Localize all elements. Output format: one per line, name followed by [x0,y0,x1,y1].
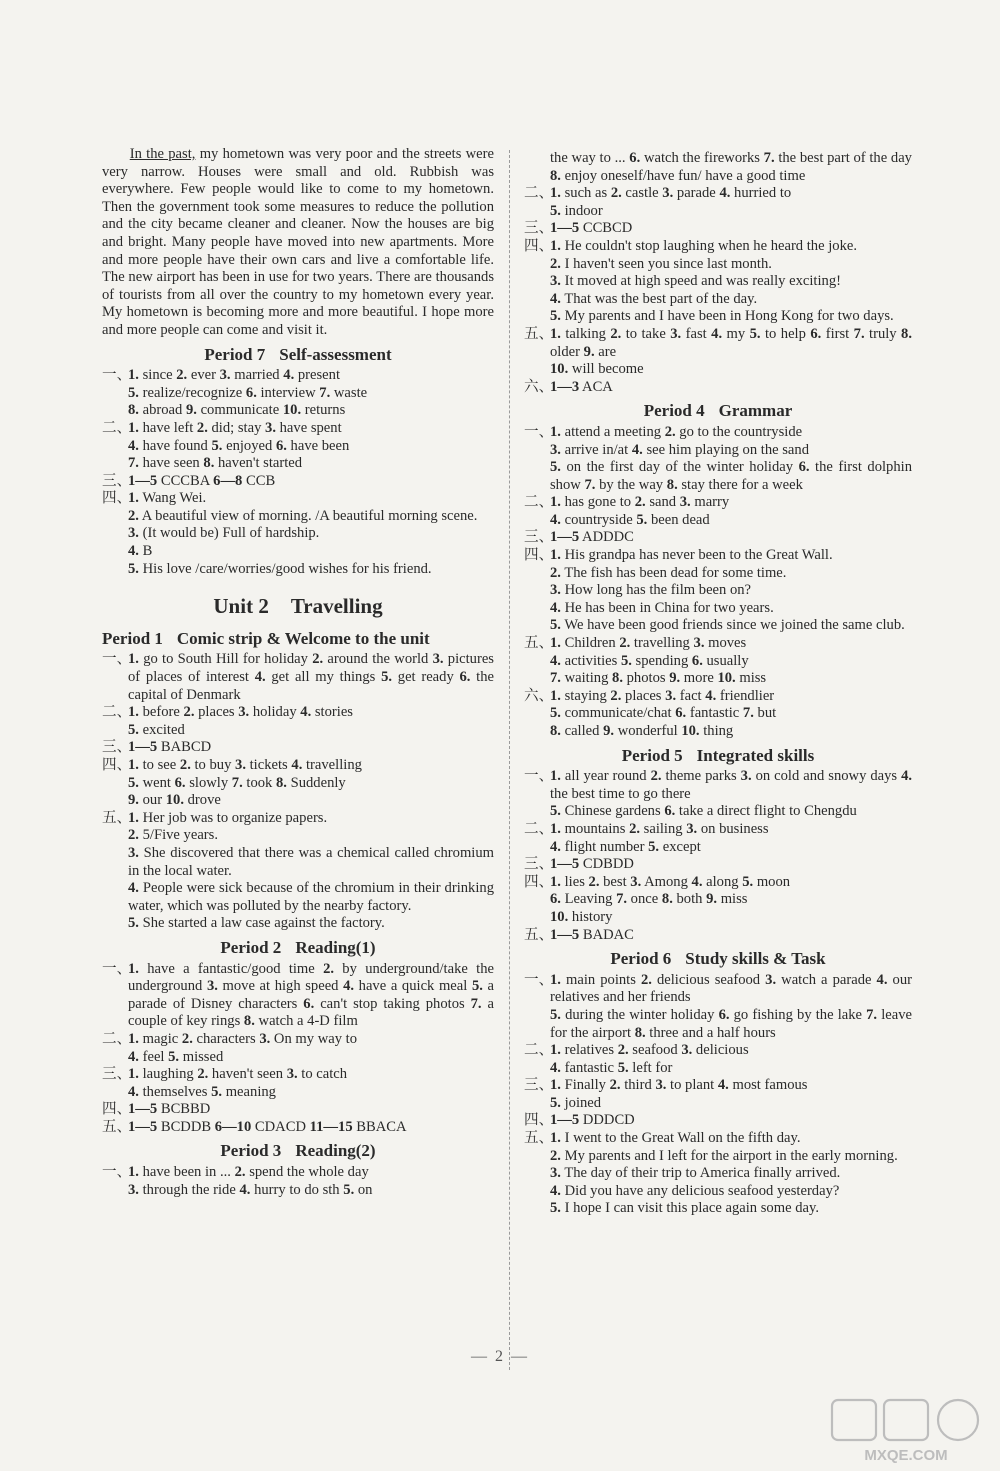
answer-line [524,238,912,256]
period-4-heading: Period 4 Grammar [643,401,793,421]
watermark-text: MXQE.COM [864,1447,948,1464]
answer-line [524,1200,912,1218]
section-marker: 一、 [524,423,554,440]
answer-text: 1. all year round 2. theme parks 3. on cold and snowy days 4. the best time to go there [550,768,913,802]
period-6-answers [524,972,912,1218]
answer-line [524,547,912,565]
answer-text: 5. communicate/chat 6. fantastic 7. but [550,705,777,722]
answer-line [524,326,912,361]
answer-text: 1. relatives 2. seafood 3. delicious [550,1042,749,1059]
answer-line [524,617,912,635]
section-marker: 五、 [524,926,554,943]
answer-line [524,670,912,688]
answer-line [524,256,912,274]
answer-line [524,379,912,397]
answer-text: 3. It moved at high speed and was really exciting! [550,273,841,290]
answer-line [102,402,494,420]
answer-text: 1. magic 2. characters 3. On my way to [128,1030,358,1047]
answer-line [524,459,912,494]
answer-line [102,722,494,740]
answer-line [102,757,494,775]
answer-line [524,688,912,706]
answer-text: 3. The day of their trip to America finally arrived. [550,1165,841,1182]
answer-text: 1—5 CDBDD [550,856,634,873]
answer-line [102,508,494,526]
answer-text: 3. (It would be) Full of hardship. [128,525,320,542]
answer-text: 1—5 BCBBD [128,1101,211,1118]
answer-text: 1. before 2. places 3. holiday 4. stories [128,704,353,721]
answer-text: 1—5 BADAC [550,926,634,943]
answer-line [524,1165,912,1183]
answer-line [524,220,912,238]
answer-line [524,723,912,741]
answer-text: 5. indoor [550,202,603,219]
answer-line [102,525,494,543]
answer-text: 2. 5/Five years. [128,827,218,844]
answer-line [102,651,494,704]
answer-text: 1—5 DDDCD [550,1112,635,1129]
answer-line [524,891,912,909]
essay-paragraph [102,146,494,340]
answer-line [524,1148,912,1166]
answer-line [102,473,494,491]
answer-line [524,821,912,839]
section-marker: 二、 [524,494,554,511]
answer-line [524,512,912,530]
answer-line [524,494,912,512]
section-marker: 二、 [102,1030,132,1047]
section-marker: 二、 [102,419,132,436]
period-5-heading: Period 5 Integrated skills [621,745,815,765]
answer-text: 5. excited [128,721,185,738]
answer-line [524,1007,912,1042]
column-divider [509,150,510,1370]
answer-text: 1. attend a meeting 2. go to the countryside [550,423,803,440]
answer-line [102,367,494,385]
answer-line [524,203,912,221]
answer-text: 9. our 10. drove [128,792,221,809]
section-marker: 一、 [102,1164,132,1181]
answer-line [102,739,494,757]
answer-text: the way to ... 6. watch the fireworks 7. the best part of the day 8. enjoy oneself/have fun/ have a good time [550,150,912,184]
answer-text: 4. That was the best part of the day. [550,290,758,307]
answer-text: 4. People were sick because of the chromium in their drinking water, which was polluted by the nearby factory. [128,880,494,914]
section-marker: 五、 [524,1130,554,1147]
answer-line [524,909,912,927]
answer-text: 5. My parents and I have been in Hong Kong for two days. [550,308,894,325]
answer-line [524,653,912,671]
section-marker: 四、 [102,757,132,773]
answer-line [102,1031,494,1049]
answer-text: 1. He couldn't stop laughing when he heard the joke. [550,237,858,254]
answer-text: 1—5 CCCBA 6—8 CCB [128,472,276,489]
period-1-heading: Period 1 Comic strip & Welcome to the unit [102,628,430,648]
period-7-answers [102,367,494,578]
answer-text: 1. Children 2. travelling 3. moves [550,635,747,652]
answer-text: 7. have seen 8. haven't started [128,455,303,472]
answer-line [524,972,912,1007]
section-marker: 三、 [102,1066,132,1083]
section-marker: 三、 [102,472,132,489]
answer-line [102,438,494,456]
watermark-logo [826,1396,986,1466]
answer-line [102,420,494,438]
answer-line [524,768,912,803]
period-6-heading: Period 6 Study skills & Task [610,949,826,969]
section-marker: 三、 [524,856,554,873]
answer-text: 1. His grandpa has never been to the Great Wall. [550,547,833,564]
answer-text: 2. The fish has been dead for some time. [550,564,787,581]
answer-line [524,705,912,723]
answer-line [524,1130,912,1148]
answer-text: 1. talking 2. to take 3. fast 4. my 5. to help 6. first 7. truly 8. older 9. are [550,325,912,360]
page-number: — 2 — [471,1348,529,1365]
answer-line [524,635,912,653]
answer-text: 10. will become [550,361,644,378]
answer-text: 4. have found 5. enjoyed 6. have been [128,437,350,454]
answer-line [102,792,494,810]
section-marker: 三、 [102,739,132,756]
answer-line [102,845,494,880]
answer-line [102,1182,494,1200]
answer-text: 7. waiting 8. photos 9. more 10. miss [550,670,767,687]
answer-line [524,529,912,547]
section-marker: 五、 [102,1118,132,1135]
section-marker: 四、 [102,490,132,507]
answer-text: 4. countryside 5. been dead [550,511,710,528]
answer-line [102,490,494,508]
answer-line [524,1095,912,1113]
answer-text: 5. His love /care/worries/good wishes for his friend. [128,560,432,577]
answer-text: 4. activities 5. spending 6. usually [550,652,749,669]
answer-line [524,291,912,309]
answer-text: 2. I haven't seen you since last month. [550,255,772,272]
answer-line [524,308,912,326]
answer-text: 1. Wang Wei. [128,490,207,507]
answer-text: 4. fantastic 5. left for [550,1059,673,1076]
section-marker: 四、 [524,873,554,890]
section-marker: 一、 [102,367,132,384]
answer-text: 3. How long has the film been on? [550,582,752,599]
answer-text: 4. feel 5. missed [128,1048,224,1065]
answer-text: 1. laughing 2. haven't seen 3. to catch [128,1066,348,1083]
answer-text: 1. go to South Hill for holiday 2. around the world 3. pictures of places of interest 4. get all my things 5. get ready 6. the capital of Denmark [128,651,495,703]
section-marker: 六、 [524,687,554,704]
section-marker: 三、 [524,529,554,546]
section-marker: 一、 [102,960,132,977]
period-3-heading: Period 3 Reading(2) [220,1141,376,1161]
answer-text: 1. have left 2. did; stay 3. have spent [128,419,342,436]
answer-line [524,874,912,892]
section-marker: 二、 [524,820,554,837]
answer-line [102,880,494,915]
answer-text: 1—5 ADDDC [550,529,634,546]
answer-line [102,827,494,845]
answer-line [524,185,912,203]
period-7-heading: Period 7 Self-assessment [204,344,392,364]
answer-line [524,856,912,874]
section-marker: 六、 [524,378,554,395]
answer-line [102,1066,494,1084]
answer-line [524,839,912,857]
answer-text: 5. on the first day of the winter holiday 6. the first dolphin show 7. by the way 8. stay there for a week [550,459,912,493]
answer-text: 1. Her job was to organize papers. [128,809,328,826]
answer-line [102,385,494,403]
section-marker: 二、 [524,185,554,202]
answer-line [524,1077,912,1095]
answer-line [524,927,912,945]
section-marker: 五、 [102,809,132,826]
answer-text: 5. during the winter holiday 6. go fishing by the lake 7. leave for the airport 8. three and a half hours [550,1006,912,1041]
answer-text: 5. realize/recognize 6. interview 7. waste [128,384,368,401]
answer-text: 1—5 BABCD [128,739,212,756]
answer-text: 4. He has been in China for two years. [550,599,774,616]
answer-line [524,600,912,618]
answer-line [524,803,912,821]
answer-text: 8. abroad 9. communicate 10. returns [128,402,346,419]
answer-text: 1—3 ACA [550,378,613,395]
answer-text: 4. flight number 5. except [550,838,701,855]
answer-line [102,455,494,473]
section-marker: 四、 [102,1101,132,1118]
answer-text: 2. A beautiful view of morning. /A beautiful morning scene. [128,507,478,524]
section-marker: 四、 [524,547,554,564]
answer-text: 2. My parents and I left for the airport in the early morning. [550,1147,898,1164]
section-marker: 二、 [524,1042,554,1059]
answer-text: 3. through the ride 4. hurry to do sth 5. on [128,1181,373,1198]
answer-line [524,150,912,185]
answer-text: 1. main points 2. delicious seafood 3. watch a parade 4. our relatives and her friends [550,971,912,1006]
answer-text: 1. Finally 2. third 3. to plant 4. most famous [550,1077,808,1094]
answer-text: 3. She discovered that there was a chemical called chromium in the local water. [128,844,494,879]
period-1-answers [102,651,494,933]
answer-text: 1—5 BCDDB 6—10 CDACD 11—15 BBACA [128,1118,407,1135]
answer-text: 1. staying 2. places 3. fact 4. friendlier [550,687,775,704]
period-2-answers [102,961,494,1137]
answer-line [524,424,912,442]
answer-text: 5. joined [550,1094,602,1111]
answer-text: 5. She started a law case against the factory. [128,915,385,932]
answer-line [102,704,494,722]
period-3-answers-continued [524,150,912,396]
answer-line [524,1112,912,1130]
answer-line [102,961,494,1031]
answer-text: 1. lies 2. best 3. Among 4. along 5. moon [550,873,791,890]
answer-text: 6. Leaving 7. once 8. both 9. miss [550,891,748,908]
answer-text: 1. to see 2. to buy 3. tickets 4. travelling [128,757,362,773]
answer-text: 4. B [128,543,153,560]
answer-text: 1—5 CCBCD [550,220,633,237]
answer-text: 4. Did you have any delicious seafood yesterday? [550,1182,840,1199]
answer-text: 5. went 6. slowly 7. took 8. Suddenly [128,774,346,791]
answer-text: 1. mountains 2. sailing 3. on business [550,820,769,837]
section-marker: 三、 [524,220,554,237]
unit-2-title: Unit 2 Travelling [213,594,383,619]
section-marker: 五、 [524,325,554,342]
section-marker: 二、 [102,704,132,721]
answer-text: 3. arrive in/at 4. see him playing on the sand [550,441,810,458]
period-2-heading: Period 2 Reading(1) [220,937,376,957]
answer-text: 5. We have been good friends since we joined the same club. [550,617,905,634]
answer-line [102,1119,494,1137]
answer-line [102,1084,494,1102]
right-column [524,150,912,1218]
answer-text: 1. have been in ... 2. spend the whole day [128,1164,369,1181]
section-marker: 四、 [524,1112,554,1129]
period-5-answers [524,768,912,944]
answer-text: 1. have a fantastic/good time 2. by underground/take the underground 3. move at high speed 4. have a quick meal 5. a parade of Disney characters 6. can't stop taking photos 7. a couple of key rings 8. watch a 4-D film [128,960,494,1030]
answer-line [524,1042,912,1060]
answer-line [524,442,912,460]
answer-text: 1. such as 2. castle 3. parade 4. hurried to [550,185,792,202]
answer-text: 5. I hope I can visit this place again some day. [550,1200,819,1217]
answer-line [102,1101,494,1119]
answer-line [102,561,494,579]
answer-line [102,543,494,561]
essay-text: my hometown was very poor and the streets were very narrow. Houses were small and old. Rubbish was everywhere. Few people would like to come to my hometown. Then the government took some measures to reduce the pollution and the city became cleaner and cleaner. Now the houses are big and bright. Many people have moved into new apartments. More and more people have their own cars and live a comfortable life. The new airport has been in use for two years. There are thousands of tourists from all over the country to my hometown every year. My hometown is becoming more and more beautiful. I hope more and more people can come and visit it. [102,146,494,338]
answer-line [102,1164,494,1182]
answer-text: 1. I went to the Great Wall on the fifth day. [550,1130,801,1147]
left-column [102,146,494,1199]
answer-line [524,582,912,600]
section-marker: 五、 [524,635,554,652]
answer-text: 4. themselves 5. meaning [128,1083,276,1100]
answer-line [524,1060,912,1078]
answer-text: 10. history [550,908,613,925]
answer-line [102,1049,494,1067]
period-3-answers [102,1164,494,1199]
section-marker: 一、 [524,768,554,785]
period-4-answers [524,424,912,741]
answer-line [524,273,912,291]
answer-text: 5. Chinese gardens 6. take a direct flight to Chengdu [550,803,857,820]
answer-text: 8. called 9. wonderful 10. thing [550,723,734,739]
section-marker: 一、 [102,651,132,668]
answer-line [102,810,494,828]
answer-text: 1. has gone to 2. sand 3. marry [550,494,730,511]
answer-line [524,1183,912,1201]
essay-underlined-phrase: In the past, [129,146,196,162]
answer-text: 1. since 2. ever 3. married 4. present [128,367,341,384]
answer-line [524,361,912,379]
answer-line [102,775,494,793]
section-marker: 一、 [524,971,554,988]
section-marker: 三、 [524,1077,554,1094]
answer-line [102,915,494,933]
section-marker: 四、 [524,237,554,254]
answer-line [524,565,912,583]
